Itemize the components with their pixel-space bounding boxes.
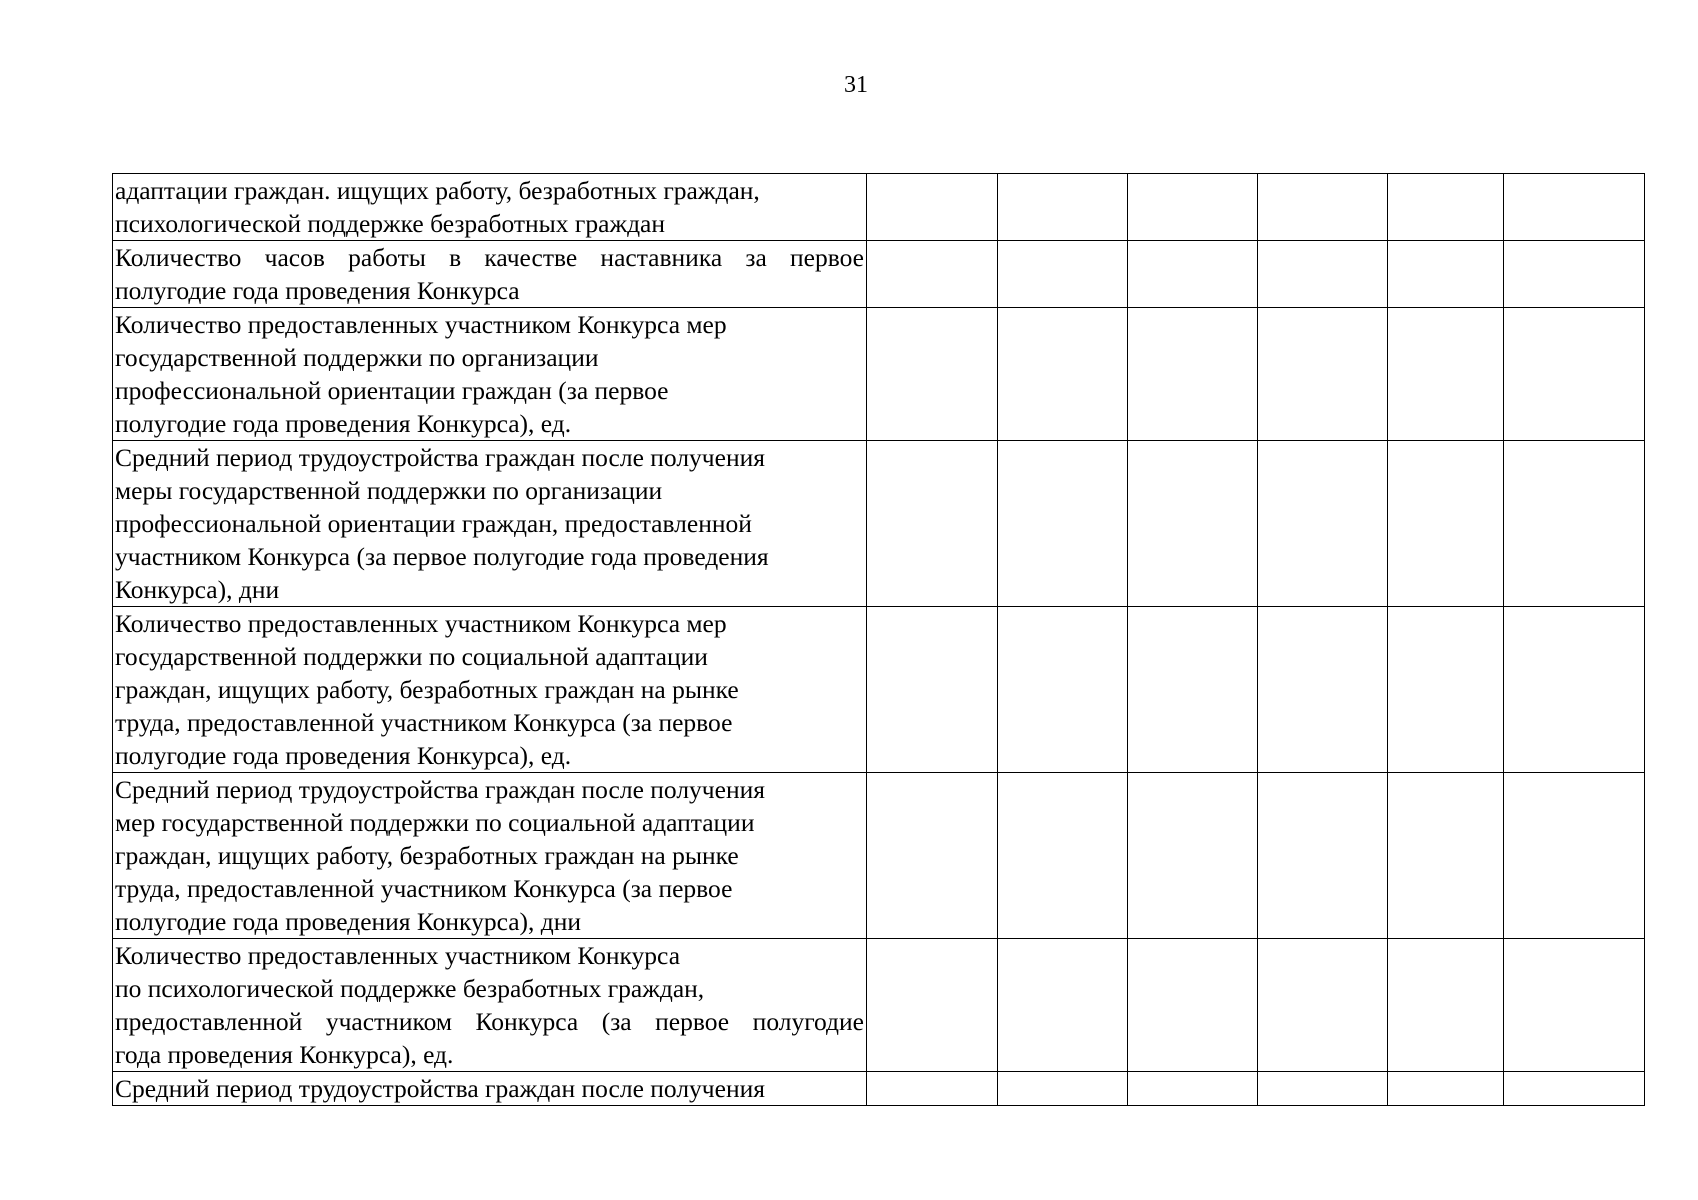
indicator-text-line: по психологической поддержке безработных граждан,: [115, 974, 705, 1003]
value-cell: [867, 241, 998, 308]
indicator-name-cell: [113, 607, 867, 773]
value-cell: [867, 174, 998, 241]
value-cell: [1258, 1072, 1388, 1106]
value-cell: [998, 174, 1128, 241]
indicator-text-line: Количество предоставленных участником Конкурса мер: [115, 609, 727, 638]
value-cell: [867, 939, 998, 1072]
value-cell: [1128, 241, 1258, 308]
value-cell: [867, 1072, 998, 1106]
value-cell: [1258, 174, 1388, 241]
indicator-text-line: труда, предоставленной участником Конкурса (за первое: [115, 874, 733, 903]
value-cell: [1504, 174, 1645, 241]
indicator-text-line: Конкурса), дни: [115, 575, 280, 604]
value-cell: [1504, 939, 1645, 1072]
indicator-text-line: Количество предоставленных участником Конкурса: [115, 941, 681, 970]
indicator-text-line: предоставленной участником Конкурса (за первое полугодие: [115, 1007, 864, 1036]
value-cell: [998, 939, 1128, 1072]
indicator-text-line: полугодие года проведения Конкурса), дни: [115, 907, 582, 936]
indicator-name-cell: [113, 241, 867, 308]
value-cell: [1258, 607, 1388, 773]
value-cell: [1258, 773, 1388, 939]
indicator-text-line: полугодие года проведения Конкурса: [115, 276, 520, 305]
value-cell: [867, 607, 998, 773]
value-cell: [998, 241, 1128, 308]
value-cell: [867, 441, 998, 607]
indicator-name-cell: [113, 308, 867, 441]
table-row: [113, 1072, 1645, 1106]
indicator-text-line: профессиональной ориентации граждан, предоставленной: [115, 509, 752, 538]
value-cell: [1504, 1072, 1645, 1106]
value-cell: [1128, 308, 1258, 441]
table-row: [113, 441, 1645, 607]
value-cell: [1128, 174, 1258, 241]
value-cell: [1504, 607, 1645, 773]
table-row: [113, 308, 1645, 441]
indicator-name-cell: [113, 939, 867, 1072]
indicator-name-cell: [113, 174, 867, 241]
value-cell: [1388, 441, 1504, 607]
value-cell: [1388, 241, 1504, 308]
indicator-text-line: труда, предоставленной участником Конкурса (за первое: [115, 708, 733, 737]
indicator-text-line: государственной поддержки по социальной адаптации: [115, 642, 708, 671]
value-cell: [1504, 773, 1645, 939]
indicator-name-cell: [113, 773, 867, 939]
value-cell: [1128, 607, 1258, 773]
indicator-text-line: граждан, ищущих работу, безработных граждан на рынке: [115, 841, 739, 870]
value-cell: [1388, 607, 1504, 773]
value-cell: [1128, 1072, 1258, 1106]
value-cell: [1258, 441, 1388, 607]
table-row: [113, 607, 1645, 773]
indicator-text-line: участником Конкурса (за первое полугодие года проведения: [115, 542, 769, 571]
value-cell: [1258, 308, 1388, 441]
indicator-text-line: Количество предоставленных участником Конкурса мер: [115, 310, 727, 339]
indicators-table: [112, 173, 1645, 1106]
indicator-text-line: полугодие года проведения Конкурса), ед.: [115, 741, 572, 770]
indicator-text-line: Средний период трудоустройства граждан после получения: [115, 775, 765, 804]
page-number: 31: [844, 72, 868, 98]
value-cell: [1128, 939, 1258, 1072]
value-cell: [867, 773, 998, 939]
value-cell: [1388, 174, 1504, 241]
value-cell: [1388, 1072, 1504, 1106]
table-row: [113, 939, 1645, 1072]
value-cell: [1504, 441, 1645, 607]
table-row: [113, 241, 1645, 308]
indicator-text-line: меры государственной поддержки по организации: [115, 476, 663, 505]
value-cell: [1128, 773, 1258, 939]
indicator-text-line: полугодие года проведения Конкурса), ед.: [115, 409, 572, 438]
indicator-text-line: Средний период трудоустройства граждан после получения: [115, 1074, 765, 1103]
value-cell: [998, 308, 1128, 441]
indicator-text-line: Средний период трудоустройства граждан после получения: [115, 443, 765, 472]
indicator-text-line: психологической поддержке безработных граждан: [115, 209, 666, 238]
table-row: [113, 174, 1645, 241]
table-row: [113, 773, 1645, 939]
value-cell: [1258, 241, 1388, 308]
indicator-name-cell: [113, 441, 867, 607]
value-cell: [867, 308, 998, 441]
indicator-text-line: государственной поддержки по организации: [115, 343, 599, 372]
value-cell: [1128, 441, 1258, 607]
indicator-name-cell: [113, 1072, 867, 1106]
indicator-text-line: профессиональной ориентации граждан (за первое: [115, 376, 669, 405]
value-cell: [998, 441, 1128, 607]
value-cell: [1388, 773, 1504, 939]
value-cell: [998, 773, 1128, 939]
indicator-text-line: граждан, ищущих работу, безработных граждан на рынке: [115, 675, 739, 704]
value-cell: [1504, 241, 1645, 308]
value-cell: [1258, 939, 1388, 1072]
indicator-text-line: года проведения Конкурса), ед.: [115, 1040, 454, 1069]
value-cell: [1504, 308, 1645, 441]
indicator-text-line: адаптации граждан. ищущих работу, безработных граждан,: [115, 176, 760, 205]
value-cell: [998, 1072, 1128, 1106]
indicator-text-line: мер государственной поддержки по социальной адаптации: [115, 808, 755, 837]
indicator-text-line: Количество часов работы в качестве наставника за первое: [115, 243, 864, 272]
value-cell: [1388, 939, 1504, 1072]
value-cell: [1388, 308, 1504, 441]
value-cell: [998, 607, 1128, 773]
